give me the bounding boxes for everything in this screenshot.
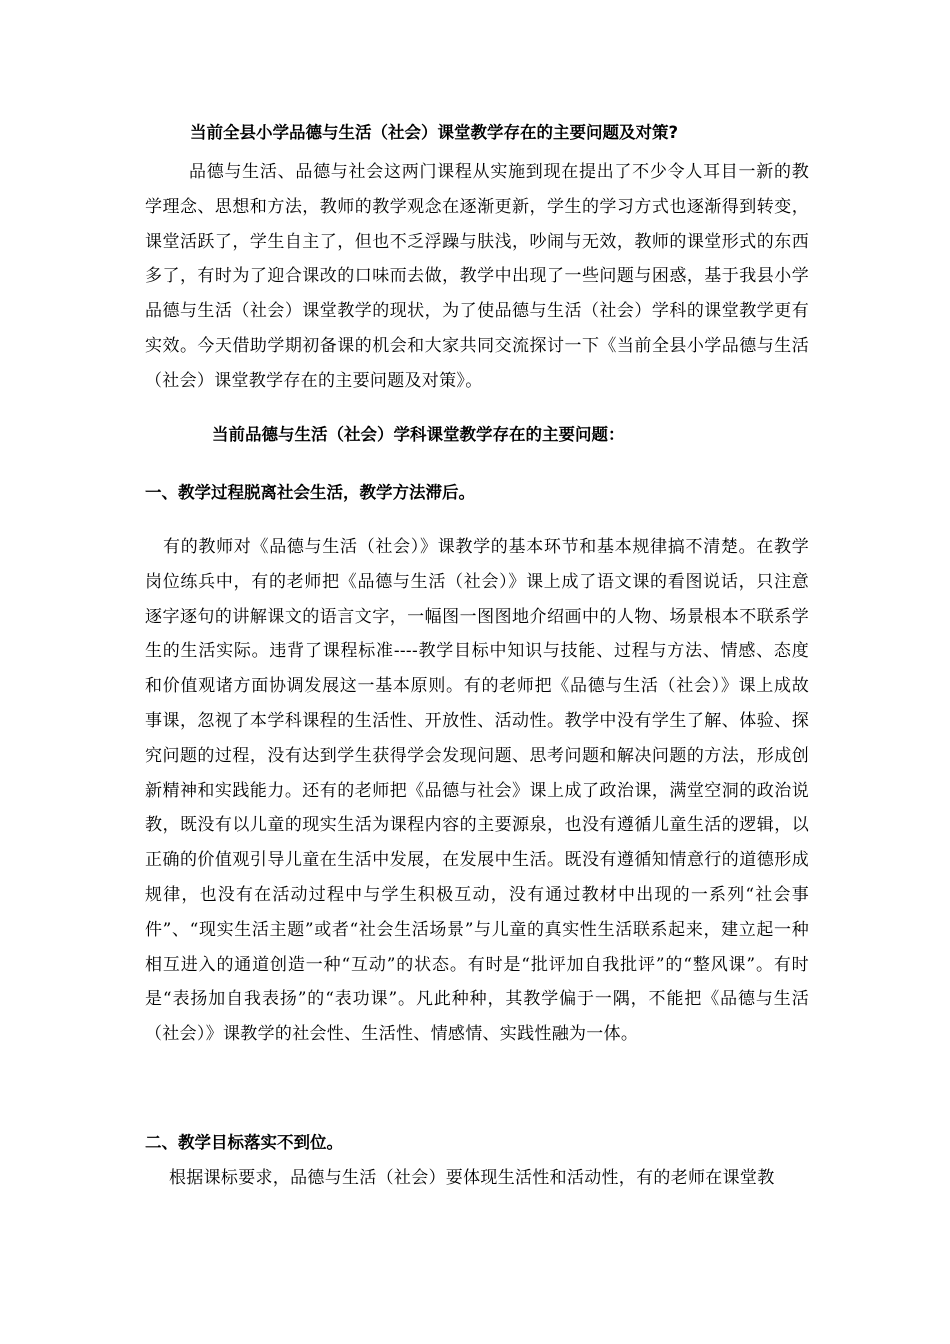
section-2-heading: 二、教学目标落实不到位。 [145,1133,343,1152]
section-subtitle: 当前品德与生活（社会）学科课堂教学存在的主要问题： [212,425,625,444]
document-title: 当前全县小学品德与生活（社会）课堂教学存在的主要问题及对策? [190,123,679,142]
intro-paragraph: 品德与生活、品德与社会这两门课程从实施到现在提出了不少令人耳目一新的教学理念、思想和方法，教师的教学观念在逐渐更新，学生的学习方式也逐渐得到转变，课堂活跃了，学生自主了，但也不乏浮躁与肤浅，吵闹与无效，教师的课堂形式的东西多了，有时为了迎合课改的口味而去做，教学中出现了一些问题与困惑，基于我县小学品德与生活（社会）课堂教学的现状，为了使品德与生活（社会）学科的课堂教学更有实效。今天借助学期初备课的机会和大家共同交流探讨一下《当前全县小学品德与生活（社会）课堂教学存在的主要问题及对策》。 [145,162,809,391]
section-1-heading: 一、教学过程脱离社会生活，教学方法滞后。 [145,483,475,502]
section-1-paragraph: 有的教师对《品德与生活（社会）》课教学的基本环节和基本规律搞不清楚。在教学岗位练兵中，有的老师把《品德与生活（社会）》课上成了语文课的看图说话，只注意逐字逐句的讲解课文的语言文字，一幅图一图图地介绍画中的人物、场景根本不联系学生的生活实际。违背了课程标准----教学目标中知识与技能、过程与方法、情感、态度和价值观诸方面协调发展这一基本原则。有的老师把《品德与生活（社会）》课上成故事课，忽视了本学科课程的生活性、开放性、活动性。教学中没有学生了解、体验、探究问题的过程，没有达到学生获得学会发现问题、思考问题和解决问题的方法，形成创新精神和实践能力。还有的老师把《品德与社会》课上成了政治课，满堂空洞的政治说教，既没有以儿童的现实生活为课程内容的主要源泉，也没有遵循儿童生活的逻辑，以正确的价值观引导儿童在生活中发展，在发展中生活。既没有遵循知情意行的道德形成规律，也没有在活动过程中与学生积极互动，没有通过教材中出现的一系列“社会事件”、“现实生活主题”或者“社会生活场景”与儿童的真实性生活联系起来，建立起一种相互进入的通道创造一种“互动”的状态。有时是“批评加自我批评”的“整风课”。有时是“表扬加自我表扬”的“表功课”。凡此种种，其教学偏于一隅，不能把《品德与生活（社会）》课教学的社会性、生活性、情感情、实践性融为一体。 [145,537,809,1045]
section-2-paragraph: 根据课标要求，品德与生活（社会）要体现生活性和活动性，有的老师在课堂教 [169,1168,775,1188]
